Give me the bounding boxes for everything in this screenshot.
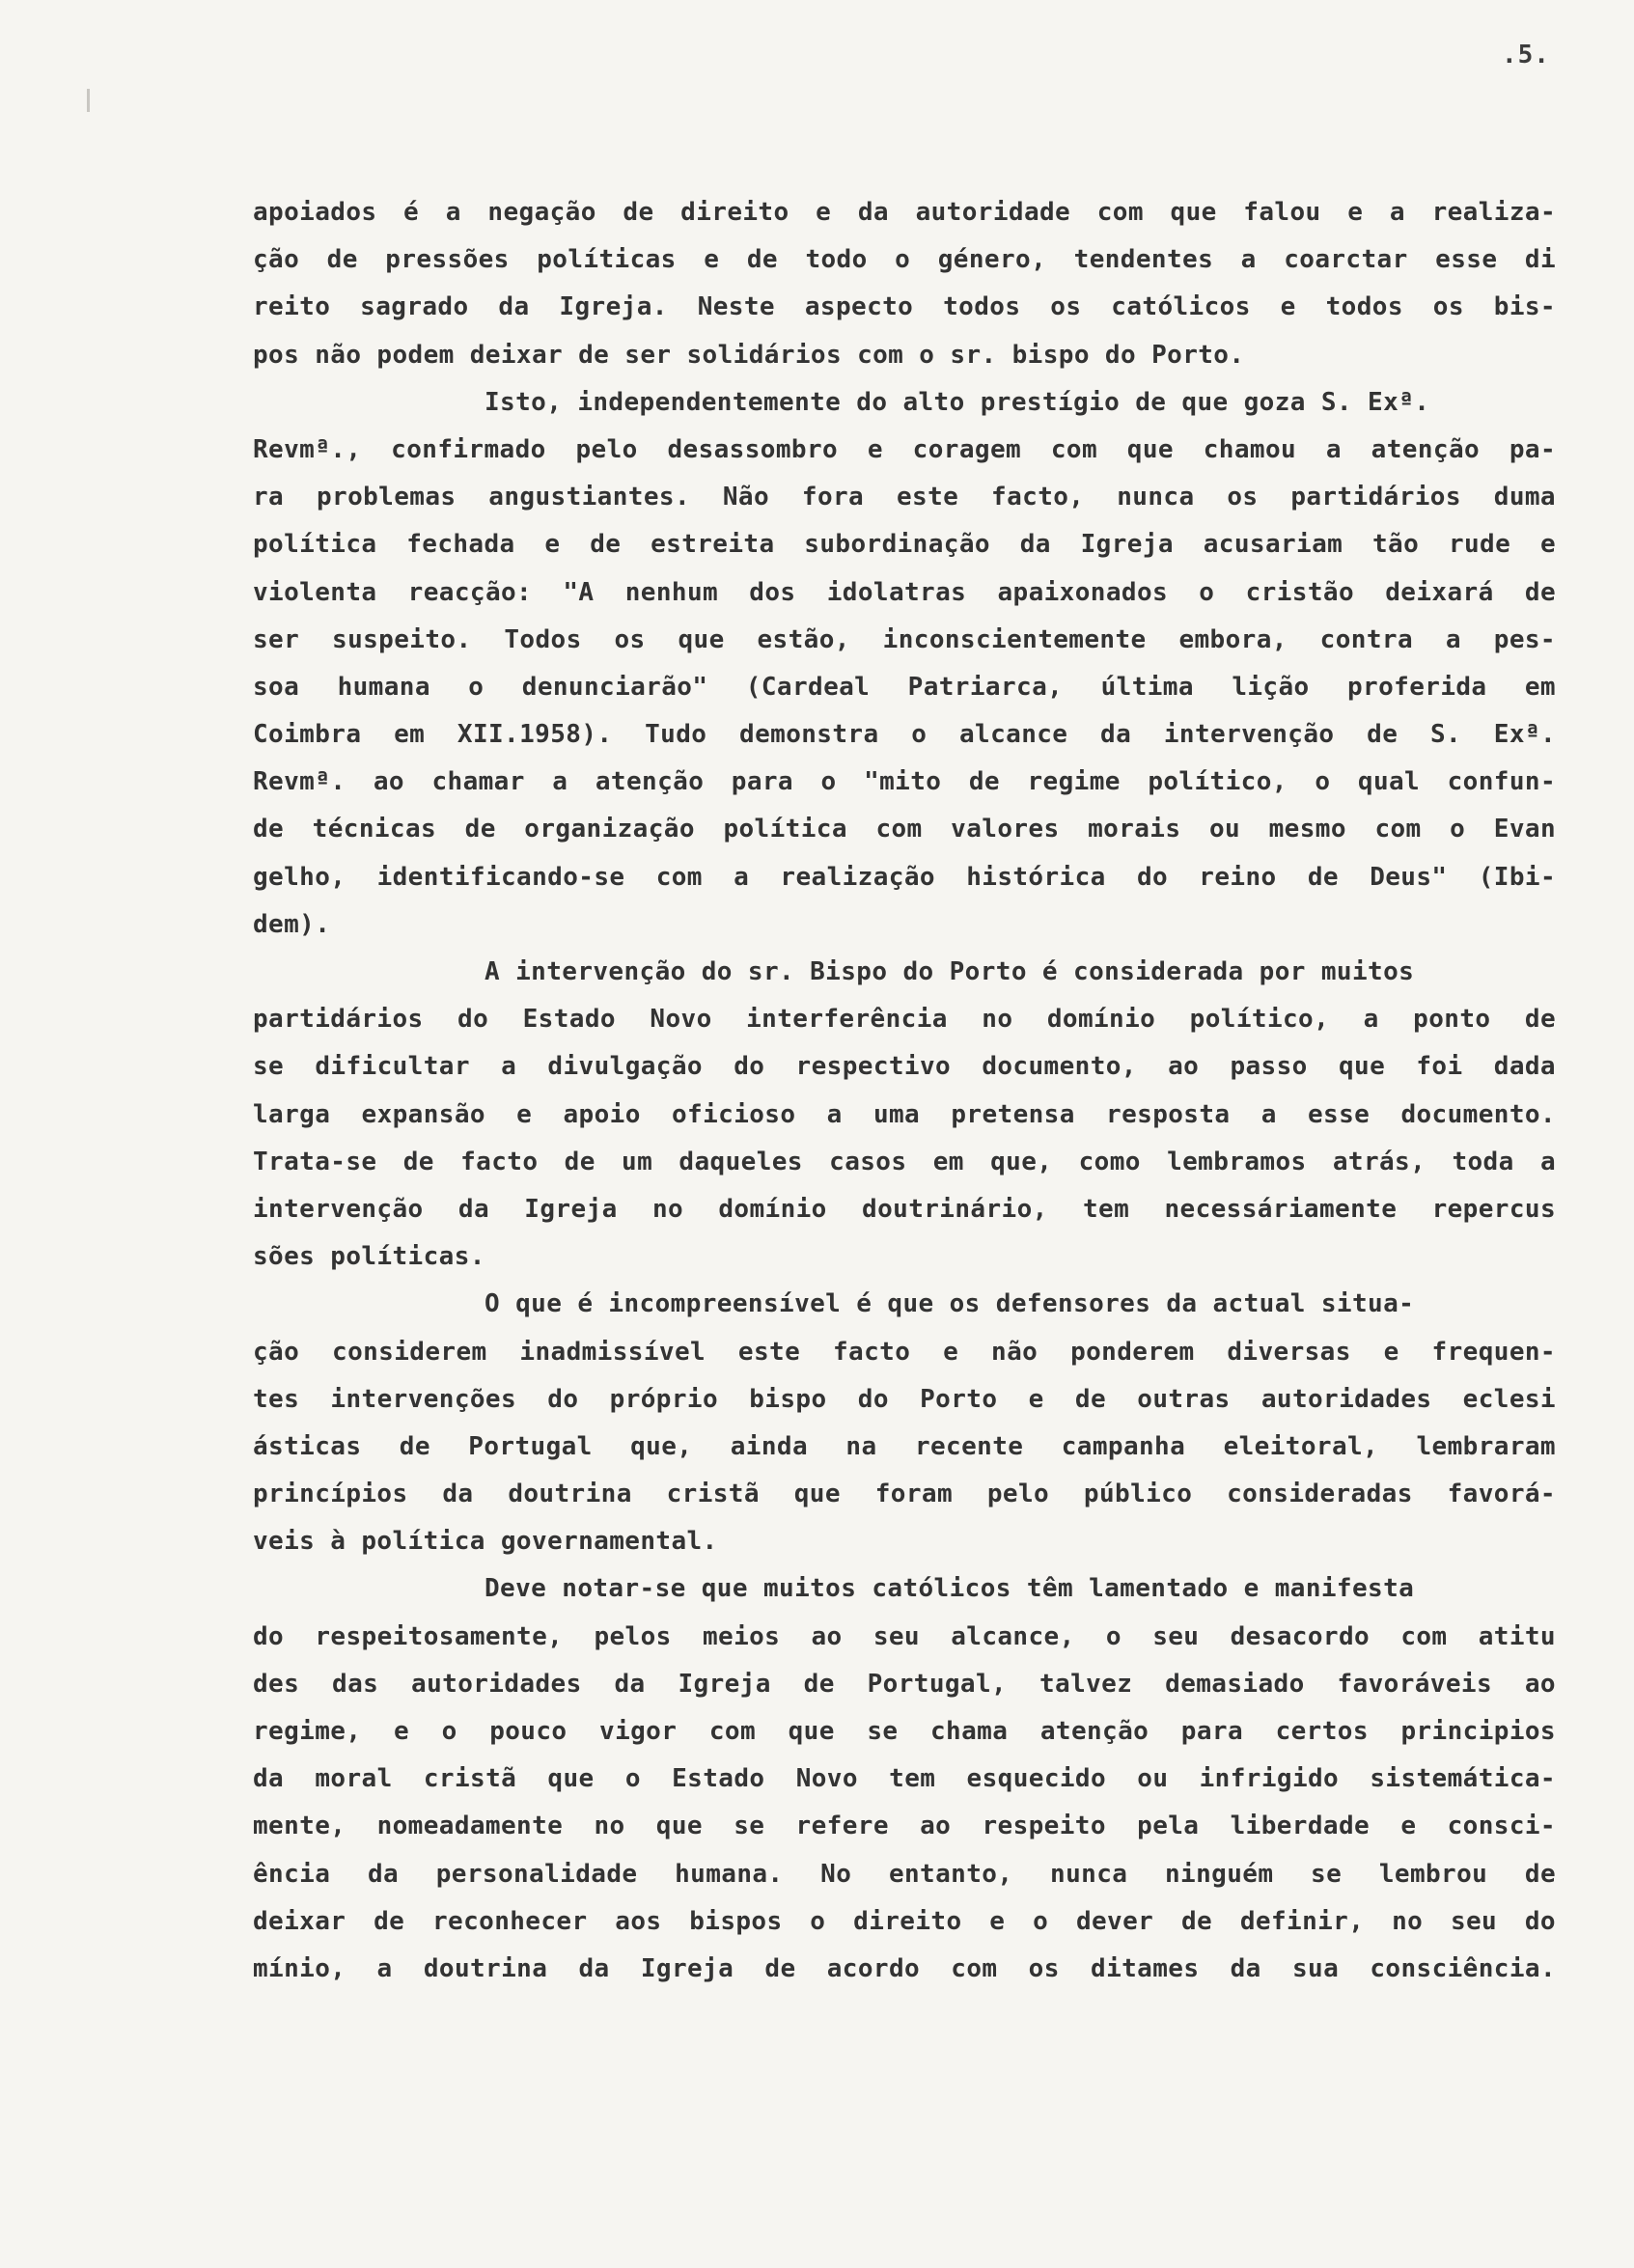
body-text bbox=[253, 189, 1556, 1993]
text-line: mínio, a doutrina da Igreja de acordo com os ditames da sua consciência. bbox=[253, 1953, 1556, 1983]
text-line: tes intervenções do próprio bispo do Porto e de outras autoridades eclesi bbox=[253, 1384, 1556, 1414]
text-line: dem). bbox=[253, 909, 331, 939]
page-number: .5. bbox=[1502, 41, 1550, 69]
margin-mark bbox=[87, 89, 90, 112]
text-line: partidários do Estado Novo interferência no domínio político, a ponto de bbox=[253, 1005, 1556, 1035]
text-line: ência da personalidade humana. No entanto, nunca ninguém se lembrou de bbox=[253, 1859, 1556, 1889]
text-line: intervenção da Igreja no domínio doutrinário, tem necessáriamente repercus bbox=[253, 1194, 1556, 1224]
text-line: ásticas de Portugal que, ainda na recente campanha eleitoral, lembraram bbox=[253, 1431, 1556, 1461]
text-line: reito sagrado da Igreja. Neste aspecto todos os católicos e todos os bis- bbox=[253, 292, 1556, 322]
paragraph-start-line: A intervenção do sr. Bispo do Porto é considerada por muitos bbox=[485, 957, 1415, 986]
text-line: Revmª. ao chamar a atenção para o "mito de regime político, o qual confun- bbox=[253, 767, 1556, 797]
text-line: se dificultar a divulgação do respectivo documento, ao passo que foi dada bbox=[253, 1052, 1556, 1082]
text-line: ser suspeito. Todos os que estão, inconscientemente embora, contra a pes- bbox=[253, 624, 1556, 654]
paragraph-start-line: Deve notar-se que muitos católicos têm lamentado e manifesta bbox=[485, 1574, 1415, 1604]
text-line: política fechada e de estreita subordinação da Igreja acusariam tão rude e bbox=[253, 530, 1556, 560]
text-line: da moral cristã que o Estado Novo tem esquecido ou infrigido sistemática- bbox=[253, 1764, 1556, 1794]
paragraph-start-line: Isto, independentemente do alto prestígio de que goza S. Exª. bbox=[485, 387, 1430, 417]
text-line: gelho, identificando-se com a realização histórica do reino de Deus" (Ibi- bbox=[253, 862, 1556, 892]
text-line: deixar de reconhecer aos bispos o direito e o dever de definir, no seu do bbox=[253, 1906, 1556, 1936]
text-line: Trata-se de facto de um daqueles casos em que, como lembramos atrás, toda a bbox=[253, 1147, 1556, 1176]
text-line: des das autoridades da Igreja de Portugal, talvez demasiado favoráveis ao bbox=[253, 1669, 1556, 1699]
text-line: ra problemas angustiantes. Não fora este facto, nunca os partidários duma bbox=[253, 483, 1556, 512]
text-line: sões políticas. bbox=[253, 1242, 485, 1272]
text-line: veis à política governamental. bbox=[253, 1527, 718, 1557]
text-line: de técnicas de organização política com valores morais ou mesmo com o Evan bbox=[253, 815, 1556, 844]
text-line: princípios da doutrina cristã que foram pelo público consideradas favorá- bbox=[253, 1480, 1556, 1509]
text-line: ção considerem inadmissível este facto e não ponderem diversas e frequen- bbox=[253, 1337, 1556, 1367]
text-line: ção de pressões políticas e de todo o género, tendentes a coarctar esse di bbox=[253, 245, 1556, 275]
text-line: violenta reacção: "A nenhum dos idolatras apaixonados o cristão deixará de bbox=[253, 577, 1556, 607]
text-line: apoiados é a negação de direito e da autoridade com que falou e a realiza- bbox=[253, 198, 1556, 227]
text-line: regime, e o pouco vigor com que se chama atenção para certos principios bbox=[253, 1717, 1556, 1746]
text-line: soa humana o denunciarão" (Cardeal Patriarca, última lição proferida em bbox=[253, 672, 1556, 702]
text-line: pos não podem deixar de ser solidários com o sr. bispo do Porto. bbox=[253, 340, 1245, 370]
text-line: Coimbra em XII.1958). Tudo demonstra o alcance da intervenção de S. Exª. bbox=[253, 720, 1556, 750]
text-line: Revmª., confirmado pelo desassombro e coragem com que chamou a atenção pa- bbox=[253, 434, 1556, 464]
text-line: larga expansão e apoio oficioso a uma pretensa resposta a esse documento. bbox=[253, 1099, 1556, 1129]
text-line: do respeitosamente, pelos meios ao seu alcance, o seu desacordo com atitu bbox=[253, 1621, 1556, 1651]
text-line: mente, nomeadamente no que se refere ao respeito pela liberdade e consci- bbox=[253, 1812, 1556, 1841]
paragraph-start-line: O que é incompreensível é que os defensores da actual situa- bbox=[485, 1289, 1415, 1319]
